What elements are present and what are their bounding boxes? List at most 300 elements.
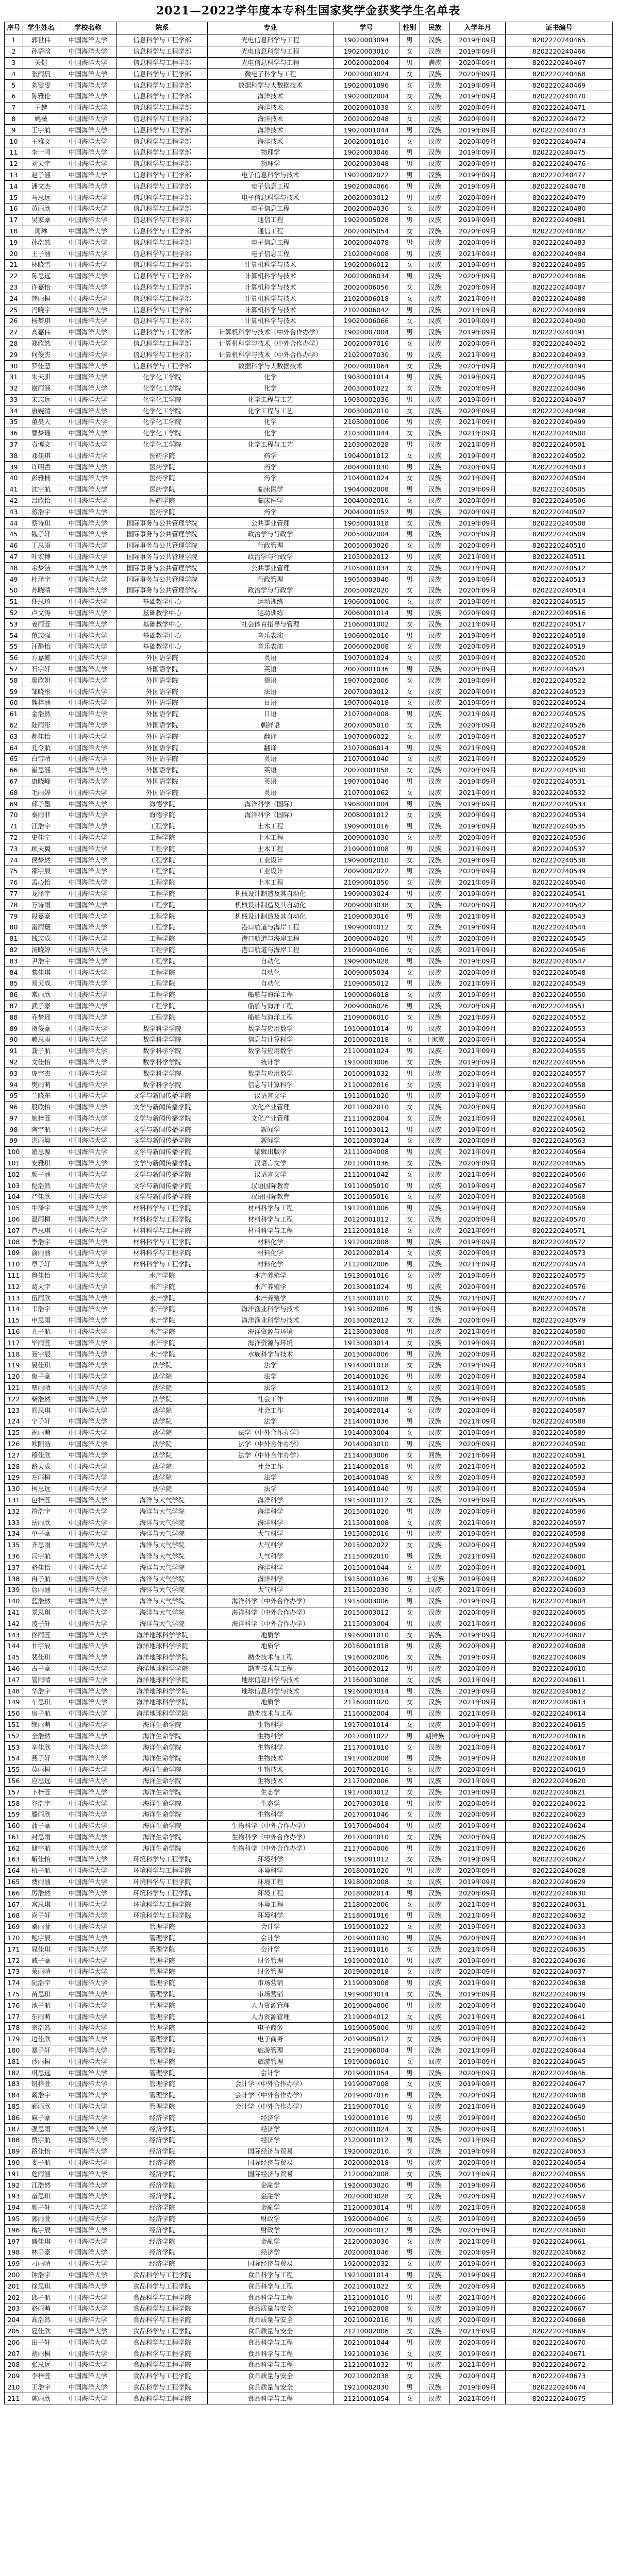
cell-school: 中国海洋大学 — [59, 1742, 117, 1753]
cell-gender: 男 — [399, 2382, 420, 2393]
table-row — [5, 259, 613, 270]
cell-department: 外国语学院 — [117, 776, 208, 787]
cell-school: 中国海洋大学 — [59, 1146, 117, 1158]
cell-name: 何俊杰 — [23, 349, 59, 361]
cell-index: 13 — [5, 170, 23, 181]
cell-gender: 男 — [399, 270, 420, 282]
cell-student-id: 20170002016 — [333, 1764, 399, 1775]
cell-student-id: 19070002006 — [333, 675, 399, 686]
cell-entry-date: 2021年09月 — [450, 2393, 506, 2404]
cell-school: 中国海洋大学 — [59, 1068, 117, 1079]
table-row — [5, 563, 613, 574]
cell-ethnicity: 汉族 — [420, 2011, 450, 2023]
cell-certificate-no: 8202220240533 — [506, 799, 613, 810]
cell-certificate-no: 8202220240602 — [506, 1573, 613, 1585]
cell-gender: 女 — [399, 1607, 420, 1618]
cell-name: 侯梦然 — [23, 855, 59, 866]
cell-school: 中国海洋大学 — [59, 1888, 117, 1899]
cell-entry-date: 2019年09月 — [450, 2112, 506, 2124]
cell-certificate-no: 8202220240510 — [506, 540, 613, 551]
cell-index: 160 — [5, 1820, 23, 1832]
cell-major: 材料科学与工程 — [208, 1225, 333, 1236]
cell-entry-date: 2021年09月 — [450, 248, 506, 260]
cell-gender: 女 — [399, 641, 420, 653]
cell-school: 中国海洋大学 — [59, 1809, 117, 1820]
cell-ethnicity: 汉族 — [420, 170, 450, 181]
cell-index: 44 — [5, 518, 23, 529]
cell-name: 池子航 — [23, 2000, 59, 2011]
cell-student-id: 20140003010 — [333, 1438, 399, 1450]
cell-school: 中国海洋大学 — [59, 2359, 117, 2370]
cell-certificate-no: 8202220240668 — [506, 2314, 613, 2326]
cell-gender: 男 — [399, 1045, 420, 1057]
cell-major: 微电子科学与工程 — [208, 69, 333, 80]
cell-student-id: 19050001018 — [333, 518, 399, 529]
cell-department: 工程学院 — [117, 866, 208, 877]
cell-major: 材料化学 — [208, 1236, 333, 1248]
cell-department: 海洋与大气学院 — [117, 1596, 208, 1607]
cell-name: 麻子豪 — [23, 2112, 59, 2124]
cell-gender: 女 — [399, 1562, 420, 1573]
table-row — [5, 1079, 613, 1091]
cell-school: 中国海洋大学 — [59, 1034, 117, 1045]
cell-school: 中国海洋大学 — [59, 1832, 117, 1843]
cell-student-id: 19150002016 — [333, 1528, 399, 1539]
cell-entry-date: 2019年09月 — [450, 214, 506, 226]
cell-ethnicity: 汉族 — [420, 439, 450, 450]
cell-entry-date: 2020年09月 — [450, 2157, 506, 2168]
cell-department: 水产学院 — [117, 1281, 208, 1293]
cell-name: 邱子航 — [23, 2292, 59, 2303]
cell-student-id: 19020006012 — [333, 259, 399, 270]
cell-ethnicity: 汉族 — [420, 1933, 450, 1944]
cell-certificate-no: 8202220240472 — [506, 113, 613, 125]
cell-certificate-no: 8202220240513 — [506, 574, 613, 585]
cell-major: 海洋科学（中外合作办学） — [208, 1607, 333, 1618]
cell-index: 38 — [5, 450, 23, 462]
cell-name: 邓佳琪 — [23, 450, 59, 462]
cell-index: 148 — [5, 1686, 23, 1697]
cell-gender: 男 — [399, 304, 420, 316]
cell-school: 中国海洋大学 — [59, 1270, 117, 1281]
table-row — [5, 540, 613, 551]
cell-major: 音乐表演 — [208, 630, 333, 641]
table-row — [5, 2258, 613, 2269]
table-row — [5, 1640, 613, 1652]
cell-school: 中国海洋大学 — [59, 1865, 117, 1876]
cell-major: 旅游管理 — [208, 2056, 333, 2067]
cell-index: 10 — [5, 136, 23, 147]
table-row — [5, 462, 613, 473]
cell-index: 108 — [5, 1236, 23, 1248]
cell-name: 唐婉清 — [23, 405, 59, 417]
cell-department: 数学科学学院 — [117, 1034, 208, 1045]
cell-index: 131 — [5, 1495, 23, 1506]
cell-certificate-no: 8202220240664 — [506, 2269, 613, 2281]
column-header: 专业 — [208, 22, 333, 35]
cell-department: 信息科学与工程学部 — [117, 57, 208, 69]
cell-gender: 男 — [399, 2292, 420, 2303]
table-row — [5, 888, 613, 900]
cell-gender: 女 — [399, 540, 420, 551]
cell-student-id: 19210002008 — [333, 2303, 399, 2314]
cell-student-id: 21030001044 — [333, 428, 399, 439]
cell-student-id: 20130002012 — [333, 1315, 399, 1326]
cell-department: 管理学院 — [117, 2067, 208, 2079]
cell-gender: 男 — [399, 57, 420, 69]
cell-certificate-no: 8202220240524 — [506, 698, 613, 709]
cell-certificate-no: 8202220240542 — [506, 900, 613, 911]
cell-department: 管理学院 — [117, 1944, 208, 1955]
cell-school: 中国海洋大学 — [59, 1506, 117, 1517]
cell-name: 邵宇辰 — [23, 866, 59, 877]
cell-department: 工程学院 — [117, 1012, 208, 1023]
cell-major: 数学与应用数学 — [208, 1023, 333, 1035]
cell-certificate-no: 8202220240672 — [506, 2359, 613, 2370]
cell-student-id: 21130003008 — [333, 1326, 399, 1337]
cell-school: 中国海洋大学 — [59, 1697, 117, 1708]
cell-name: 夏佳欣 — [23, 2326, 59, 2337]
cell-index: 105 — [5, 1202, 23, 1214]
cell-major: 经济学 — [208, 2135, 333, 2146]
cell-certificate-no: 8202220240564 — [506, 1146, 613, 1158]
cell-ethnicity: 汉族 — [420, 1697, 450, 1708]
cell-gender: 女 — [399, 1876, 420, 1888]
cell-index: 96 — [5, 1101, 23, 1113]
cell-gender: 女 — [399, 563, 420, 574]
cell-name: 沙雨桐 — [23, 2056, 59, 2067]
cell-department: 管理学院 — [117, 2023, 208, 2034]
cell-certificate-no: 8202220240482 — [506, 226, 613, 237]
cell-school: 中国海洋大学 — [59, 1304, 117, 1315]
cell-gender: 女 — [399, 1113, 420, 1124]
cell-name: 徐思琪 — [23, 2281, 59, 2292]
cell-ethnicity: 汉族 — [420, 944, 450, 956]
table-row — [5, 720, 613, 731]
cell-entry-date: 2019年09月 — [450, 821, 506, 832]
cell-student-id: 20090001030 — [333, 832, 399, 843]
table-row — [5, 1304, 613, 1315]
cell-entry-date: 2019年09月 — [450, 46, 506, 57]
cell-school: 中国海洋大学 — [59, 619, 117, 630]
cell-certificate-no: 8202220240658 — [506, 2202, 613, 2213]
cell-school: 中国海洋大学 — [59, 2079, 117, 2090]
cell-certificate-no: 8202220240667 — [506, 2303, 613, 2314]
cell-entry-date: 2020年09月 — [450, 113, 506, 125]
cell-ethnicity: 汉族 — [420, 877, 450, 888]
cell-certificate-no: 8202220240628 — [506, 1865, 613, 1876]
cell-gender: 女 — [399, 473, 420, 484]
cell-student-id: 20200002018 — [333, 2157, 399, 2168]
cell-school: 中国海洋大学 — [59, 754, 117, 765]
cell-ethnicity: 汉族 — [420, 821, 450, 832]
cell-gender: 女 — [399, 69, 420, 80]
table-body — [5, 35, 613, 2404]
cell-major: 法学（中外合作办学） — [208, 1427, 333, 1438]
table-row — [5, 574, 613, 585]
cell-name: 丁思雨 — [23, 540, 59, 551]
cell-entry-date: 2019年09月 — [450, 675, 506, 686]
table-row — [5, 596, 613, 607]
cell-major: 地球信息科学与技术 — [208, 1674, 333, 1686]
cell-name: 汪静怡 — [23, 641, 59, 653]
cell-department: 外国语学院 — [117, 708, 208, 720]
cell-school: 中国海洋大学 — [59, 1045, 117, 1057]
cell-major: 自动化 — [208, 978, 333, 989]
cell-entry-date: 2021年09月 — [450, 742, 506, 754]
cell-entry-date: 2021年09月 — [450, 708, 506, 720]
cell-index: 209 — [5, 2370, 23, 2382]
cell-student-id: 19070001024 — [333, 652, 399, 664]
cell-student-id: 19190001022 — [333, 1921, 399, 1933]
cell-index: 107 — [5, 1225, 23, 1236]
cell-department: 国际事务与公共管理学院 — [117, 574, 208, 585]
cell-gender: 男 — [399, 484, 420, 495]
cell-gender: 女 — [399, 428, 420, 439]
cell-major: 海洋科学 — [208, 1495, 333, 1506]
cell-ethnicity: 汉族 — [420, 1517, 450, 1529]
cell-gender: 女 — [399, 338, 420, 349]
cell-gender: 男 — [399, 1202, 420, 1214]
cell-major: 环境科学 — [208, 1854, 333, 1866]
cell-entry-date: 2021年09月 — [450, 1977, 506, 1989]
cell-student-id: 21120002006 — [333, 1259, 399, 1270]
cell-name: 封思雨 — [23, 1832, 59, 1843]
cell-ethnicity: 汉族 — [420, 2124, 450, 2135]
cell-gender: 男 — [399, 1281, 420, 1293]
cell-department: 管理学院 — [117, 2045, 208, 2056]
table-row — [5, 394, 613, 405]
cell-name: 阚浩宇 — [23, 2090, 59, 2101]
cell-student-id: 21190004012 — [333, 2011, 399, 2023]
cell-ethnicity: 汉族 — [420, 843, 450, 855]
cell-certificate-no: 8202220240663 — [506, 2258, 613, 2269]
cell-certificate-no: 8202220240588 — [506, 1416, 613, 1428]
cell-school: 中国海洋大学 — [59, 1483, 117, 1495]
cell-student-id: 21030001006 — [333, 417, 399, 428]
cell-name: 桑雨萱 — [23, 1921, 59, 1933]
cell-department: 经济学院 — [117, 2180, 208, 2191]
cell-major: 生物科学 — [208, 1731, 333, 1742]
cell-major: 英语 — [208, 754, 333, 765]
cell-department: 食品科学与工程学院 — [117, 2382, 208, 2393]
cell-name: 边佳欣 — [23, 2033, 59, 2045]
cell-gender: 女 — [399, 2348, 420, 2360]
cell-gender: 男 — [399, 1573, 420, 1585]
cell-school: 中国海洋大学 — [59, 237, 117, 248]
cell-gender: 女 — [399, 900, 420, 911]
cell-ethnicity: 汉族 — [420, 192, 450, 204]
cell-ethnicity: 汉族 — [420, 2236, 450, 2247]
cell-gender: 女 — [399, 1495, 420, 1506]
cell-gender: 男 — [399, 2359, 420, 2370]
cell-gender: 男 — [399, 933, 420, 944]
cell-index: 35 — [5, 417, 23, 428]
cell-certificate-no: 8202220240520 — [506, 652, 613, 664]
cell-department: 外国语学院 — [117, 720, 208, 731]
cell-major: 会计学 — [208, 2067, 333, 2079]
cell-certificate-no: 8202220240617 — [506, 1742, 613, 1753]
cell-school: 中国海洋大学 — [59, 2213, 117, 2225]
cell-name: 王雅文 — [23, 136, 59, 147]
cell-name: 许嘉怡 — [23, 282, 59, 293]
cell-department: 信息科学与工程学部 — [117, 237, 208, 248]
cell-major: 音乐表演 — [208, 641, 333, 653]
cell-index: 99 — [5, 1136, 23, 1147]
cell-index: 164 — [5, 1865, 23, 1876]
cell-index: 147 — [5, 1674, 23, 1686]
cell-ethnicity: 汉族 — [420, 214, 450, 226]
cell-gender: 男 — [399, 1731, 420, 1742]
cell-entry-date: 2021年09月 — [450, 2011, 506, 2023]
table-row — [5, 1944, 613, 1955]
cell-school: 中国海洋大学 — [59, 585, 117, 597]
cell-index: 59 — [5, 686, 23, 698]
cell-student-id: 19190003014 — [333, 1989, 399, 2000]
cell-ethnicity: 汉族 — [420, 1607, 450, 1618]
table-row — [5, 2067, 613, 2079]
cell-certificate-no: 8202220240549 — [506, 978, 613, 989]
cell-student-id: 20020001038 — [333, 102, 399, 113]
cell-major: 法学 — [208, 1360, 333, 1371]
cell-ethnicity: 汉族 — [420, 2348, 450, 2360]
cell-major: 英语 — [208, 664, 333, 675]
cell-name: 毛雨婷 — [23, 787, 59, 799]
cell-certificate-no: 8202220240622 — [506, 1798, 613, 1809]
table-row — [5, 2202, 613, 2213]
cell-ethnicity: 汉族 — [420, 529, 450, 540]
cell-department: 环境科学与工程学院 — [117, 1899, 208, 1910]
cell-ethnicity: 汉族 — [420, 282, 450, 293]
cell-certificate-no: 8202220240654 — [506, 2157, 613, 2168]
cell-school: 中国海洋大学 — [59, 1921, 117, 1933]
cell-student-id: 20020004036 — [333, 203, 399, 214]
cell-ethnicity: 汉族 — [420, 1944, 450, 1955]
cell-student-id: 19040002008 — [333, 484, 399, 495]
cell-entry-date: 2020年09月 — [450, 765, 506, 776]
cell-department: 基础教学中心 — [117, 607, 208, 619]
cell-gender: 男 — [399, 1349, 420, 1360]
cell-index: 48 — [5, 563, 23, 574]
cell-student-id: 21160001020 — [333, 1697, 399, 1708]
cell-school: 中国海洋大学 — [59, 2146, 117, 2157]
cell-entry-date: 2021年09月 — [450, 439, 506, 450]
cell-ethnicity: 汉族 — [420, 799, 450, 810]
cell-gender: 女 — [399, 46, 420, 57]
table-row — [5, 809, 613, 821]
cell-certificate-no: 8202220240498 — [506, 405, 613, 417]
table-row — [5, 473, 613, 484]
cell-entry-date: 2019年09月 — [450, 1483, 506, 1495]
table-row — [5, 1787, 613, 1798]
cell-major: 勘查技术与工程 — [208, 1708, 333, 1719]
cell-student-id: 21150002010 — [333, 1551, 399, 1562]
cell-gender: 女 — [399, 80, 420, 91]
cell-student-id: 19170001014 — [333, 1719, 399, 1731]
cell-major: 行政管理 — [208, 574, 333, 585]
cell-gender: 女 — [399, 2370, 420, 2382]
cell-school: 中国海洋大学 — [59, 1607, 117, 1618]
cell-name: 尚子轩 — [23, 1910, 59, 1922]
cell-entry-date: 2019年09月 — [450, 1686, 506, 1697]
cell-entry-date: 2019年09月 — [450, 2303, 506, 2314]
cell-ethnicity: 汉族 — [420, 2370, 450, 2382]
cell-index: 186 — [5, 2112, 23, 2124]
cell-ethnicity: 汉族 — [420, 91, 450, 102]
cell-entry-date: 2019年09月 — [450, 2258, 506, 2269]
cell-index: 170 — [5, 1933, 23, 1944]
cell-certificate-no: 8202220240632 — [506, 1910, 613, 1922]
cell-index: 27 — [5, 327, 23, 338]
cell-school: 中国海洋大学 — [59, 563, 117, 574]
cell-gender: 男 — [399, 1124, 420, 1136]
cell-major: 法学 — [208, 1483, 333, 1495]
cell-gender: 女 — [399, 1012, 420, 1023]
cell-entry-date: 2021年09月 — [450, 1045, 506, 1057]
cell-index: 73 — [5, 843, 23, 855]
cell-student-id: 20060001014 — [333, 607, 399, 619]
cell-gender: 男 — [399, 1528, 420, 1539]
cell-department: 信息科学与工程学部 — [117, 270, 208, 282]
cell-ethnicity: 汉族 — [420, 1337, 450, 1349]
cell-name: 张雨晨 — [23, 69, 59, 80]
cell-entry-date: 2020年09月 — [450, 866, 506, 877]
cell-student-id: 19150001012 — [333, 1495, 399, 1506]
cell-ethnicity: 汉族 — [420, 1865, 450, 1876]
cell-index: 90 — [5, 1034, 23, 1045]
cell-name: 姚薇 — [23, 113, 59, 125]
cell-school: 中国海洋大学 — [59, 698, 117, 709]
cell-school: 中国海洋大学 — [59, 2370, 117, 2382]
cell-name: 凌子轩 — [23, 1618, 59, 1630]
cell-name: 荣雨晴 — [23, 1967, 59, 1978]
cell-gender: 女 — [399, 102, 420, 113]
cell-department: 法学院 — [117, 1472, 208, 1484]
cell-department: 海洋生命学院 — [117, 1742, 208, 1753]
cell-department: 法学院 — [117, 1461, 208, 1472]
cell-department: 水产学院 — [117, 1349, 208, 1360]
cell-department: 信息科学与工程学部 — [117, 136, 208, 147]
cell-entry-date: 2019年09月 — [450, 888, 506, 900]
cell-certificate-no: 8202220240537 — [506, 843, 613, 855]
table-row — [5, 417, 613, 428]
cell-gender: 男 — [399, 1933, 420, 1944]
cell-gender: 女 — [399, 2213, 420, 2225]
cell-index: 195 — [5, 2213, 23, 2225]
cell-index: 40 — [5, 473, 23, 484]
cell-name: 娄子航 — [23, 2157, 59, 2168]
cell-ethnicity: 汉族 — [420, 888, 450, 900]
cell-entry-date: 2020年09月 — [450, 237, 506, 248]
table-row — [5, 1506, 613, 1517]
cell-major: 生物科学 — [208, 1719, 333, 1731]
cell-entry-date: 2019年09月 — [450, 2023, 506, 2034]
cell-certificate-no: 8202220240595 — [506, 1495, 613, 1506]
cell-ethnicity: 汉族 — [420, 1169, 450, 1180]
cell-index: 24 — [5, 293, 23, 304]
cell-school: 中国海洋大学 — [59, 1023, 117, 1035]
cell-department: 工程学院 — [117, 933, 208, 944]
cell-ethnicity: 汉族 — [420, 484, 450, 495]
cell-student-id: 20030002010 — [333, 405, 399, 417]
table-row — [5, 1394, 613, 1405]
cell-student-id: 21100001024 — [333, 1045, 399, 1057]
cell-department: 水产学院 — [117, 1315, 208, 1326]
cell-school: 中国海洋大学 — [59, 787, 117, 799]
cell-school: 中国海洋大学 — [59, 1236, 117, 1248]
cell-entry-date: 2019年09月 — [450, 450, 506, 462]
cell-ethnicity: 汉族 — [420, 809, 450, 821]
